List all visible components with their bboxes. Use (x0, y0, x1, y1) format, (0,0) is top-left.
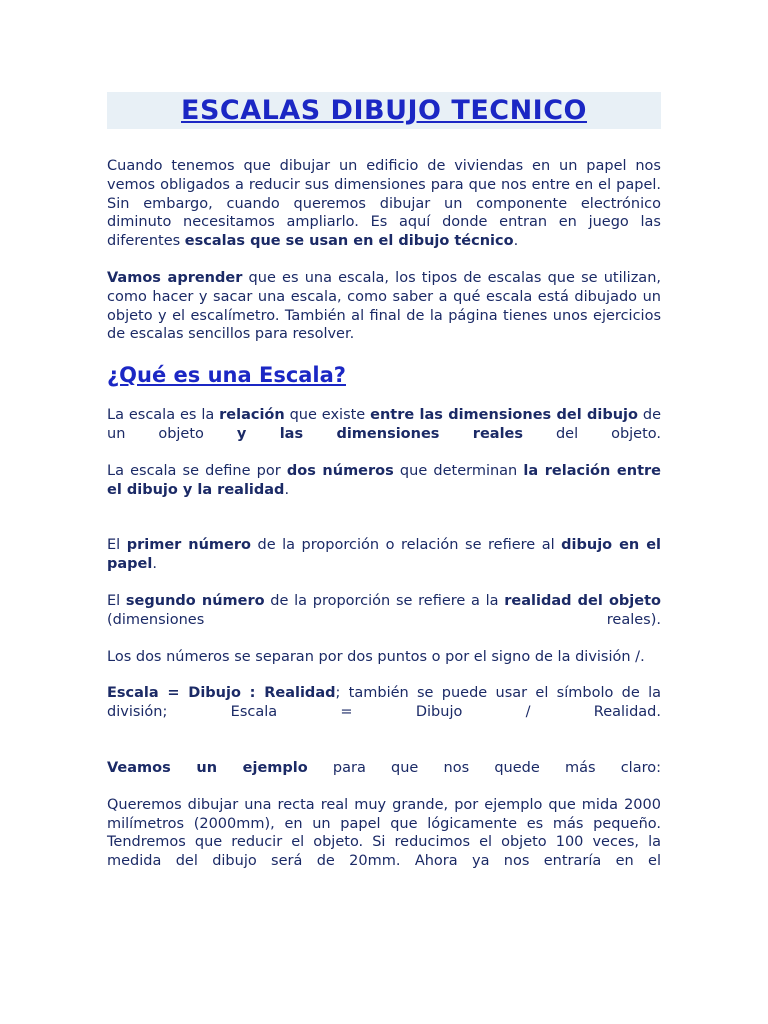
text-run: ; también se puede usar el símbolo de la división; Escala = Dibujo / Realidad. (107, 685, 661, 721)
text-run: . (513, 233, 519, 250)
bold-text: Vamos aprender (107, 269, 243, 286)
intro-paragraph-2 (107, 269, 661, 344)
first-number-paragraph (107, 536, 661, 574)
text-run: . (284, 481, 290, 498)
separator-paragraph: Los dos números se separan por dos puntos o por el signo de la división /. (107, 648, 645, 665)
title-banner (107, 92, 661, 129)
two-numbers-paragraph (107, 462, 661, 500)
bold-text: la relación entre el dibujo y la realidad (107, 462, 662, 498)
text-run: de la proporción se refiere a la (264, 592, 505, 609)
example-intro-paragraph (107, 759, 661, 778)
second-number-paragraph (107, 592, 661, 630)
text-run: de un objeto (107, 407, 661, 442)
bold-text: realidad del objeto (504, 592, 661, 609)
text-run: La escala se define por (107, 462, 287, 479)
definition-paragraph (107, 406, 661, 444)
text-run: del objeto. (523, 425, 662, 442)
text-run: . (152, 556, 157, 573)
example-paragraph: Queremos dibujar una recta real muy grande, por ejemplo que mida 2000 milímetros (2000mm), en un papel que lógicamente es más pequeño. Tendremos que reducir el objeto. Si reducimos el objeto 100 veces, la medida del dibujo será de 20mm. Ahora ya nos entraría en el (107, 796, 661, 870)
text-run: (dimensiones reales). (107, 611, 661, 628)
bold-text: dos números (286, 462, 394, 479)
section-heading: ¿Qué es una Escala? (107, 363, 346, 388)
bold-text: escalas que se usan en el dibujo técnico (184, 233, 514, 250)
bold-text: relación (219, 407, 285, 424)
intro-paragraph-1 (107, 157, 661, 251)
page-title: ESCALAS DIBUJO TECNICO (181, 95, 587, 126)
bold-text: Escala = Dibujo : Realidad (107, 685, 336, 702)
text-run: La escala es la (107, 407, 220, 424)
bold-text: primer número (126, 537, 251, 554)
bold-text: segundo número (125, 592, 265, 609)
text-run: El (107, 537, 127, 554)
bold-text: Veamos un ejemplo (107, 759, 308, 776)
text-run: que existe (284, 407, 371, 424)
text-run: que determinan (393, 462, 524, 479)
bold-text: y las dimensiones reales (236, 425, 524, 442)
bold-text: dibujo en el papel (107, 537, 661, 573)
text-run: que es una escala, los tipos de escalas que se utilizan, como hacer y sacar una escala, como saber a qué escala está dibujado un objeto y el escalímetro. También al final de la página tienes unos ejercicios de escalas sencillos para resolver. (107, 269, 661, 343)
text-run: de la proporción o relación se refiere al (250, 537, 562, 554)
text-run: El (107, 592, 126, 609)
formula-paragraph (107, 684, 661, 722)
text-run: Cuando tenemos que dibujar un edificio de viviendas en un papel nos vemos obligados a reducir sus dimensiones para que nos entre en el papel. Sin embargo, cuando queremos dibujar un componente electrónico diminuto necesitamos ampliarlo. Es aquí donde entran en juego las diferentes (107, 158, 661, 250)
text-run: para que nos quede más claro: (307, 759, 661, 776)
bold-text: entre las dimensiones del dibujo (370, 407, 638, 424)
